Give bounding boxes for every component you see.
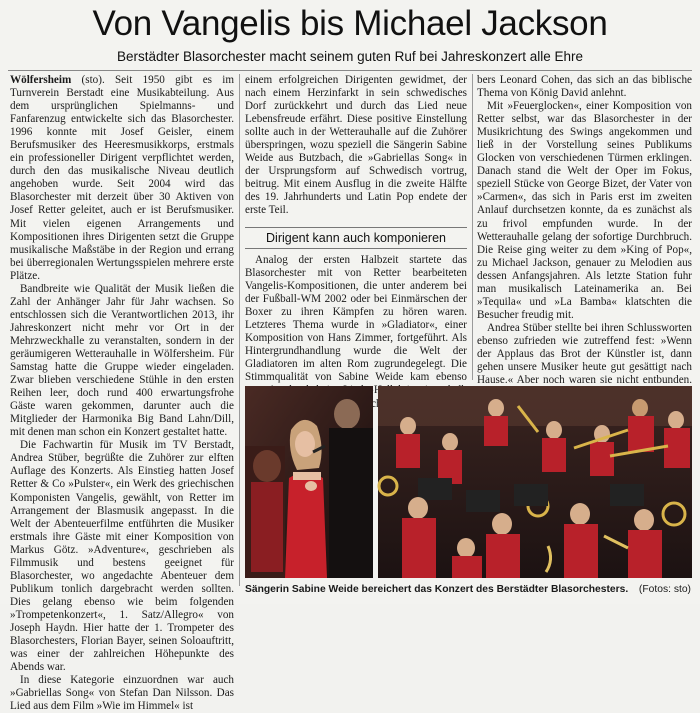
article-column-3 xyxy=(477,74,692,387)
article-column-2-continued xyxy=(245,254,467,382)
paragraph: bers Leonard Cohen, das sich an das biblische Thema von König David anlehnt. xyxy=(477,74,692,100)
caption-text: Sängerin Sabine Weide bereichert das Konzert des Berstädter Blasorchesters. xyxy=(245,584,629,595)
column-rule-1 xyxy=(239,74,240,586)
paragraph: Bandbreite wie Qualität der Musik ließen die Zahl der Anhänger Jahr für Jahr wachsen. So entschlossen sich die Verantwortlichen 2013, ihr Jahreskonzert nicht mehr vor Ort in der Mehrzweckhalle zu veranstalten, sondern in der geräumigeren Wetterauhalle in Wölfersheim. Für Samstag hatte die Gruppe wieder eingeladen. Zwar blieben verschiedene Stühle in den ersten Reihen leer, doch rund 400 erwartungsfrohe Gäste waren gekommen, darunter auch die Mitglieder der Harmonika Big Band Lahn/Dill, mit denen man schon ein Konzert gestaltet hatte. xyxy=(10,282,234,439)
paragraph: In diese Kategorie einzuordnen war auch »Gabriellas Song« von Stefan Dan Nilsson. Das Lied aus dem Film »Wie im Himmel« ist xyxy=(10,674,234,713)
paragraph: einem erfolgreichen Dirigenten gewidmet, der nach einem Herzinfarkt in sein schwedisches Dorf zurückkehrt und durch das Lied neue Lebensfreude erfährt. Diese positive Einstellung sollte auch in der Wetterauhalle auf die Zuhörer überspringen, wozu speziell die Sängerin Sabine Weide aus Butzbach, die »Gabriellas Song« in der Ursprungsform auf Schwedisch vortrug, beitrug. Mit einem Ausflug in die zweite Hälfte des 19. Jahrhunderts und Latin Pop endete der erste Teil. xyxy=(245,74,467,217)
paragraph: Andrea Stüber stellte bei ihren Schlussworten ebenso zufrieden wie zutreffend fest: »Wenn der Applaus das Brot der Künstler ist, dann gehen unsere Musiker heute gut gesättigt nach Hause.« Aber noch waren sie nicht entbunden. xyxy=(477,321,692,387)
singer-photo xyxy=(245,386,373,578)
headline: Von Vangelis bis Michael Jackson xyxy=(92,4,608,43)
header-rule xyxy=(8,70,692,71)
dateline: Wölfersheim xyxy=(10,74,72,86)
paragraph: Die Fachwartin für Musik im TV Berstadt, Andrea Stüber, begrüßte die Zuhörer zur elften Auflage des Konzerts. Als Einstieg hatten Josef Retter & Co »Pulster«, ein Werk des griechischen Komponisten Vangelis, gewählt, von Retter im Arrangement der Blasmusik angepasst. In die Welt der Abenteuerfilme entführten die Musiker erstmals ihre Gäste mit einer Komposition von Markus Götz. »Adventure«, geschrieben als Filmmusik und bestens geeignet für Blasorchester, wo angedachte Abenteuer dem Publikum tonlich dargebracht werden sollten. Dies gelang ebenso wie beim folgenden »Trompetenkonzert«, 1. Satz/Allegro« von Joseph Haydn. Hier hatte der 1. Trompeter des Blasorchesters, Florian Bayer, seinen Soloauftritt, was einer der zahlreichen Höhepunkte des Abends war. xyxy=(10,439,234,674)
paragraph: Mit »Feuerglocken«, einer Komposition von Retter selbst, war das Blasorchester in der Musikrichtung des Swings angekommen und ließ in der Vorstellung seines Publikums Glocken von verschiedenen Türmen erklingen. Danach stand die Welt der Oper im Fokus, speziell Stücke von George Bizet, der Vater von »Carmen«, das sich in Paris erst im zweiten Anlauf durchsetzen konnte, da es zunächst als zu frivol empfunden wurde. In der Wetterauhalle gelang der sofortige Durchbruch. Die Reise ging weiter zu dem »King of Pop«, zu Michael Jackson, genauer zu Melodien aus dessen Anfangsjahren. Als letzte Station fuhr man musikalisch Lateinamerika an. Bei »Tequila« und »La Bamba« klatschten die Besucher freudig mit. xyxy=(477,100,692,321)
subheadline: Berstädter Blasorchester macht seinem guten Ruf bei Jahreskonzert alle Ehre xyxy=(117,49,583,64)
orchestra-photo-illustration xyxy=(378,386,692,578)
paragraph xyxy=(10,74,234,283)
article-column-2 xyxy=(245,74,467,220)
photo-credit: (Fotos: sto) xyxy=(638,584,691,595)
photo-caption xyxy=(245,581,695,599)
paragraph: Analog der ersten Halbzeit startete das Blasorchester mit von Retter bearbeiteten Vangelis-Kompositionen, die unter anderem bei der Fußball-WM 2002 oder bei Einmärschen der Boxer zu ihren Kämpfen zu hören waren. Letzteres Thema wurde in »Gladiator«, einer Komposition von Hans Zimmer, fortgeführt. Als Hintergrundhandlung wurde die Welt der Gladiatoren im alten Rom zugrundegelegt. Die Stimmqualität von Sabine Weide kam ebenso xyxy=(245,254,467,384)
singer-photo-illustration xyxy=(245,386,373,578)
section-subtitle: Dirigent kann auch komponieren xyxy=(245,227,467,249)
article-column-1 xyxy=(10,74,234,713)
column-rule-2 xyxy=(472,74,473,380)
paragraph-text: (sto). Seit 1950 gibt es im Turnverein Berstadt eine Musikabteilung. Aus dem ursprünglichen Spielmanns- und Fanfarenzug entwickelte sich das Blasorchester. 1996 konnte mit Josef Geisler, einem Berufsmusiker des Heeresmusikkorps, erstmals ein professioneller Dirigent verpflichtet werden, durch den das musikalische Niveau deutlich angehoben wurde. Seit 2004 wird das Blasorchester mit derzeit über 30 Aktiven von Josef Retter geleitet, auch er ist Berufsmusiker. Mit vielen eigenen Arrangements und Kompositionen ihres Dirigenten setzt die Gruppe musikalische Maßstäbe in der Region und errang bei überregionalen Wertungsspielen mehrere erste Plätze. xyxy=(10,74,234,282)
orchestra-photo xyxy=(378,386,692,578)
